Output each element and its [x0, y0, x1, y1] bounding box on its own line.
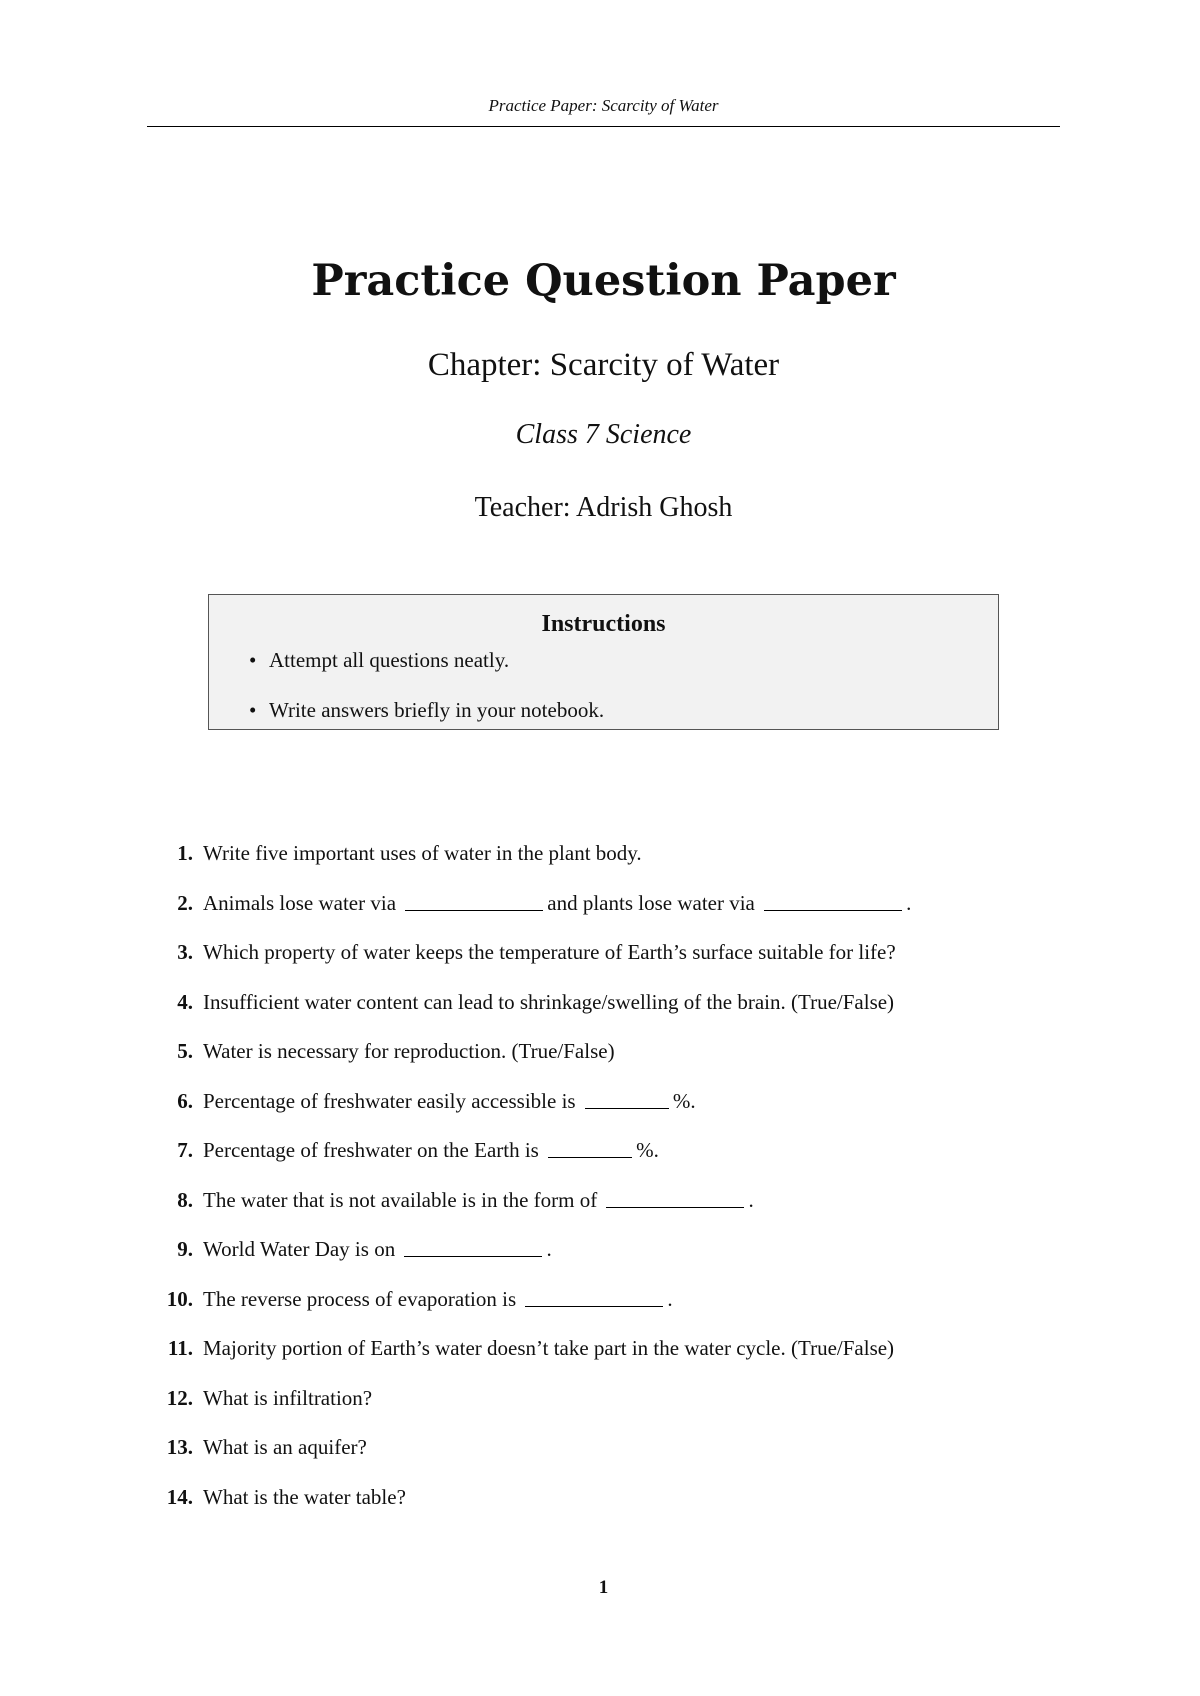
answer-blank[interactable] [764, 890, 902, 911]
question-number: 4. [177, 989, 193, 1014]
question-number: 12. [166, 1385, 193, 1410]
question-text: Water is necessary for reproduction. (True/False) [203, 1039, 615, 1063]
question-item [155, 1038, 1055, 1064]
question-item [155, 840, 1055, 866]
instructions-heading: Instructions [541, 611, 666, 637]
question-item [155, 1484, 1055, 1510]
instruction-item [249, 647, 604, 673]
question-text: Percentage of freshwater easily accessible is [203, 1088, 581, 1113]
answer-blank[interactable] [548, 1137, 632, 1158]
question-text: World Water Day is on [203, 1237, 401, 1261]
question-number: 6. [177, 1088, 193, 1113]
question-number: 7. [177, 1138, 193, 1162]
bullet-icon: • [249, 698, 257, 722]
question-text: What is the water table? [203, 1484, 406, 1509]
question-number: 11. [167, 1336, 193, 1360]
question-item [155, 1385, 1055, 1411]
question-item [155, 1286, 1055, 1312]
question-text: %. [636, 1138, 659, 1162]
question-item [155, 1236, 1055, 1262]
instructions-box [208, 594, 999, 730]
question-number: 9. [177, 1237, 193, 1261]
page-title: Practice Question Paper [311, 256, 896, 306]
question-text: and plants lose water via [547, 890, 761, 915]
question-item [155, 1434, 1055, 1460]
question-text: The reverse process of evaporation is [203, 1286, 522, 1311]
running-header: Practice Paper: Scarcity of Water [488, 96, 719, 115]
instructions-list [249, 647, 604, 747]
question-list [155, 840, 1055, 1533]
question-number: 13. [166, 1435, 193, 1459]
question-text: . [748, 1187, 754, 1212]
question-text: Write five important uses of water in the plant body. [203, 841, 642, 865]
question-item [155, 1187, 1055, 1213]
question-text: %. [672, 1088, 696, 1113]
question-text: . [546, 1237, 552, 1261]
answer-blank[interactable] [405, 890, 543, 911]
instruction-item [249, 697, 604, 723]
question-text: Insufficient water content can lead to shrinkage/swelling of the brain. (True/False) [203, 989, 895, 1014]
instruction-text: Attempt all questions neatly. [269, 648, 510, 672]
answer-blank[interactable] [585, 1088, 669, 1109]
answer-blank[interactable] [404, 1236, 542, 1257]
header-rule [147, 126, 1060, 127]
question-number: 10. [166, 1286, 193, 1311]
question-text: Percentage of freshwater on the Earth is [203, 1138, 545, 1162]
question-number: 1. [177, 841, 193, 865]
question-item [155, 1335, 1055, 1361]
bullet-icon: • [249, 648, 257, 672]
question-item [155, 890, 1055, 916]
question-text: The water that is not available is in the form of [203, 1187, 603, 1212]
question-text: Animals lose water via [203, 890, 402, 915]
question-text: What is infiltration? [203, 1385, 373, 1410]
question-text: . [667, 1286, 673, 1311]
question-text: Majority portion of Earth’s water doesn’t take part in the water cycle. (True/False) [203, 1336, 895, 1360]
question-number: 14. [166, 1484, 193, 1509]
question-number: 2. [177, 890, 193, 915]
question-item [155, 939, 1055, 965]
question-item [155, 1088, 1055, 1114]
question-text: . [906, 890, 912, 915]
answer-blank[interactable] [525, 1286, 663, 1307]
question-number: 5. [177, 1039, 193, 1063]
question-item [155, 1137, 1055, 1163]
question-number: 3. [177, 940, 193, 964]
question-item [155, 989, 1055, 1015]
answer-blank[interactable] [606, 1187, 744, 1208]
question-text: What is an aquifer? [203, 1435, 367, 1459]
page-number: 1 [598, 1577, 609, 1598]
question-text: Which property of water keeps the temperature of Earth’s surface suitable for life? [203, 940, 896, 964]
class-line: Class 7 Science [515, 419, 692, 450]
chapter-subtitle: Chapter: Scarcity of Water [427, 347, 780, 383]
instruction-text: Write answers briefly in your notebook. [269, 698, 605, 722]
question-number: 8. [177, 1187, 193, 1212]
teacher-line: Teacher: Adrish Ghosh [474, 492, 733, 523]
